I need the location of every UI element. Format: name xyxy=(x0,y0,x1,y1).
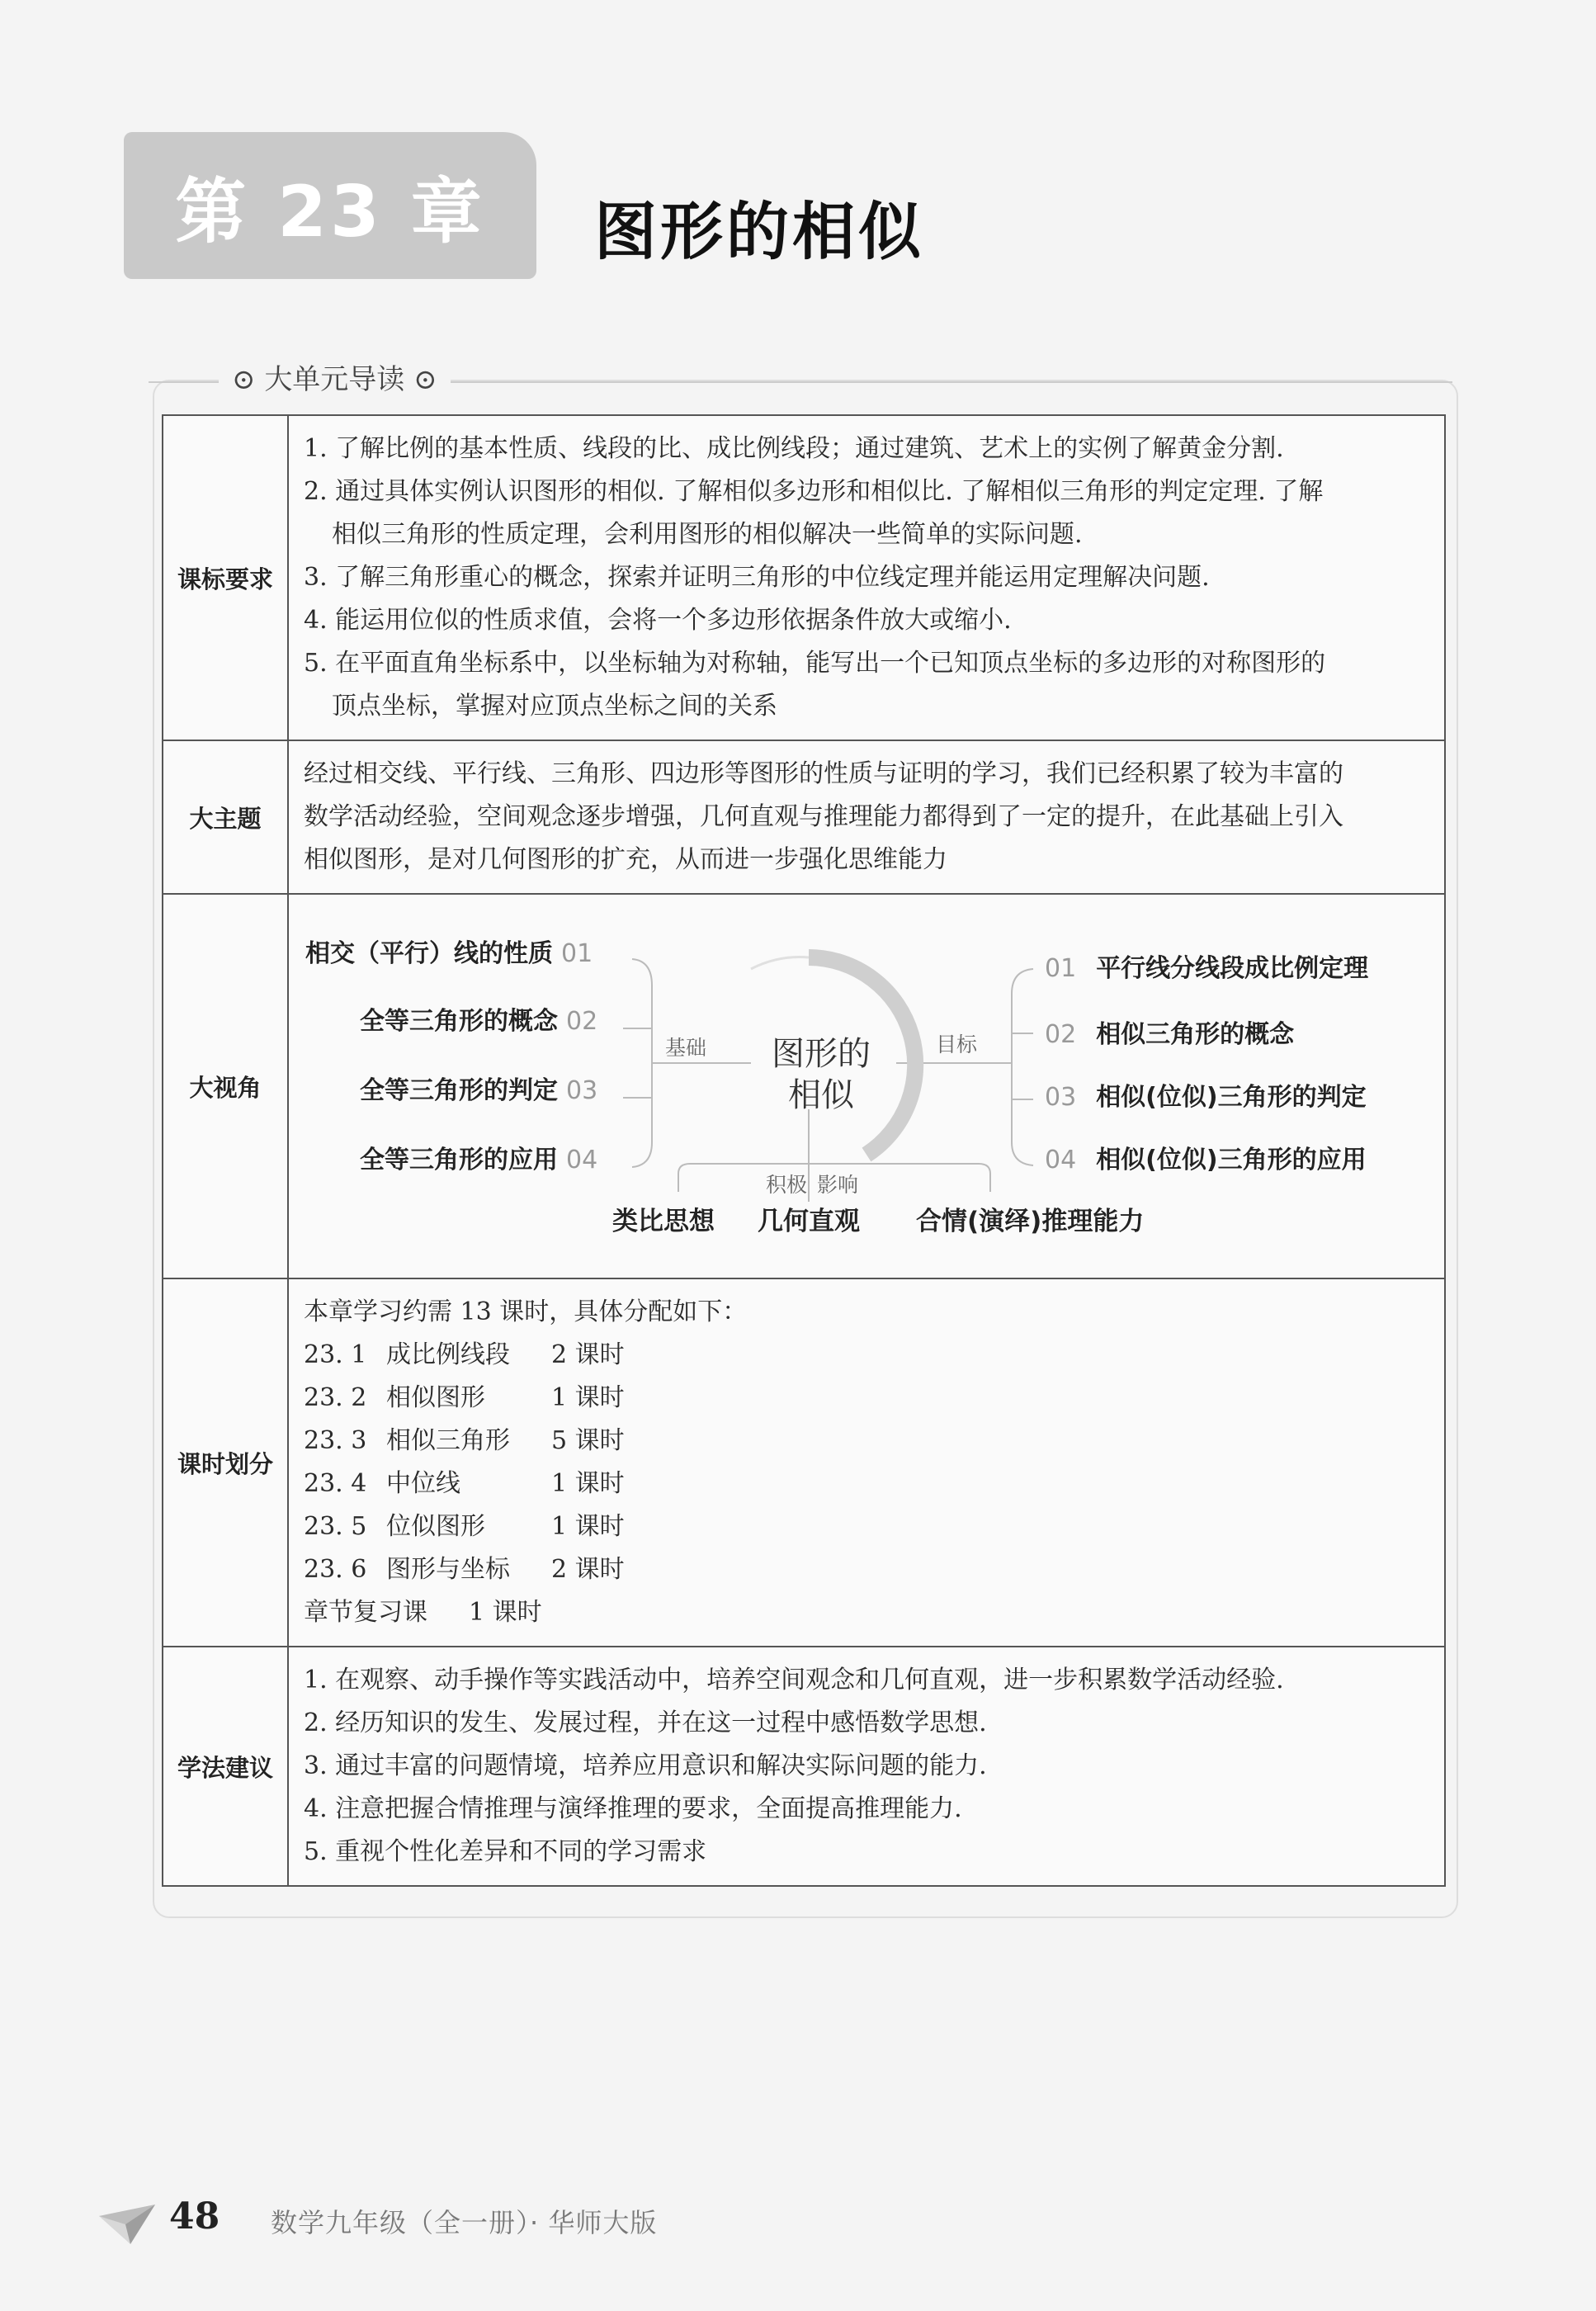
text-line: 1. 在观察、动手操作等实践活动中，培养空间观念和几何直观，进一步积累数学活动经验. xyxy=(304,1666,1284,1694)
map-tag-positive: 积极 xyxy=(766,1173,808,1197)
map-bottom-item: 几何直观 xyxy=(758,1207,860,1236)
row-label: 学法建议 xyxy=(163,1647,288,1886)
text-line: 5. 重视个性化差异和不同的学习需求 xyxy=(304,1837,707,1866)
schedule-item: 23. 1 成比例线段 2 课时 xyxy=(304,1340,625,1369)
book-title: 数学九年级（全一册）· 华师大版 xyxy=(271,2207,658,2238)
map-left-item: 相交（平行）线的性质 01 xyxy=(305,939,593,968)
map-left-item: 全等三角形的判定 03 xyxy=(360,1076,598,1105)
chapter-title: 图形的相似 xyxy=(594,195,924,268)
map-center-line: 相似 xyxy=(788,1076,854,1114)
row-label: 大主题 xyxy=(163,740,288,894)
schedule-item: 23. 6 图形与坐标 2 课时 xyxy=(304,1555,625,1584)
target-icon: ⊙ xyxy=(232,363,256,396)
text-line: 3. 通过丰富的问题情境，培养应用意识和解决实际问题的能力. xyxy=(304,1751,987,1780)
text-line: 3. 了解三角形重心的概念，探索并证明三角形的中位线定理并能运用定理解决问题. xyxy=(304,563,1210,592)
row-label: 课时划分 xyxy=(163,1278,288,1647)
table-row xyxy=(163,1647,1445,1886)
map-tag-influence: 影响 xyxy=(817,1173,859,1197)
paper-plane-icon xyxy=(97,2200,157,2247)
text-line: 1. 了解比例的基本性质、线段的比、成比例线段；通过建筑、艺术上的实例了解黄金分割. xyxy=(304,434,1284,463)
map-right-item: 01 平行线分线段成比例定理 xyxy=(1045,954,1369,983)
text-line: 数学活动经验，空间观念逐步增强，几何直观与推理能力都得到了一定的提升，在此基础上引入 xyxy=(304,802,1343,831)
row-content xyxy=(288,1647,1445,1886)
row-label: 大视角 xyxy=(163,894,288,1278)
row-content xyxy=(288,1278,1445,1647)
text-line: 顶点坐标，掌握对应顶点坐标之间的关系 xyxy=(332,692,777,721)
text-line: 4. 能运用位似的性质求值，会将一个多边形依据条件放大或缩小. xyxy=(304,606,1012,635)
schedule-review: 章节复习课 1 课时 xyxy=(304,1598,542,1627)
chapter-badge xyxy=(124,132,536,279)
text-line: 相似图形，是对几何图形的扩充，从而进一步强化思维能力 xyxy=(304,845,947,874)
map-right-item: 03 相似(位似)三角形的判定 xyxy=(1045,1083,1367,1112)
text-line: 相似三角形的性质定理，会利用图形的相似解决一些简单的实际问题. xyxy=(332,520,1083,549)
section-heading-text: 大单元导读 xyxy=(264,363,405,396)
section-heading xyxy=(219,357,451,397)
text-line: 2. 通过具体实例认识图形的相似. 了解相似多边形和相似比. 了解相似三角形的判定定理. 了解 xyxy=(304,477,1324,506)
map-tag-basis: 基础 xyxy=(665,1036,707,1060)
row-content xyxy=(288,740,1445,894)
schedule-item: 23. 4 中位线 1 课时 xyxy=(304,1469,625,1498)
schedule-item: 23. 5 位似图形 1 课时 xyxy=(304,1512,625,1541)
row-content xyxy=(288,415,1445,740)
target-icon: ⊙ xyxy=(413,363,437,396)
map-center xyxy=(751,1033,891,1116)
schedule-item: 23. 3 相似三角形 5 课时 xyxy=(304,1426,625,1455)
schedule-intro: 本章学习约需 13 课时，具体分配如下： xyxy=(304,1297,748,1326)
mind-map-cell xyxy=(288,894,1445,1278)
text-line: 4. 注意把握合情推理与演绎推理的要求，全面提高推理能力. xyxy=(304,1794,962,1823)
text-line: 5. 在平面直角坐标系中，以坐标轴为对称轴，能写出一个已知顶点坐标的多边形的对称图形的 xyxy=(304,649,1326,678)
table-row xyxy=(163,740,1445,894)
guide-table xyxy=(162,414,1446,1887)
map-tag-goal: 目标 xyxy=(936,1033,978,1056)
table-row xyxy=(163,1278,1445,1647)
table-row xyxy=(163,894,1445,1278)
map-center-line: 图形的 xyxy=(772,1035,871,1073)
text-line: 2. 经历知识的发生、发展过程，并在这一过程中感悟数学思想. xyxy=(304,1708,987,1737)
row-label: 课标要求 xyxy=(163,415,288,740)
table-row xyxy=(163,415,1445,740)
map-right-item: 02 相似三角形的概念 xyxy=(1045,1020,1295,1049)
map-bottom-item: 合情(演绎)推理能力 xyxy=(916,1207,1145,1236)
mind-map xyxy=(289,895,1441,1278)
map-left-item: 全等三角形的应用 04 xyxy=(360,1146,598,1174)
schedule-item: 23. 2 相似图形 1 课时 xyxy=(304,1383,625,1412)
map-right-item: 04 相似(位似)三角形的应用 xyxy=(1045,1146,1367,1174)
text-line: 经过相交线、平行线、三角形、四边形等图形的性质与证明的学习，我们已经积累了较为丰富的 xyxy=(304,759,1343,788)
map-left-item: 全等三角形的概念 02 xyxy=(360,1007,598,1036)
map-bottom-item: 类比思想 xyxy=(612,1207,715,1236)
chapter-number: 第 23 章 xyxy=(175,171,485,253)
page-number: 48 xyxy=(169,2195,220,2238)
